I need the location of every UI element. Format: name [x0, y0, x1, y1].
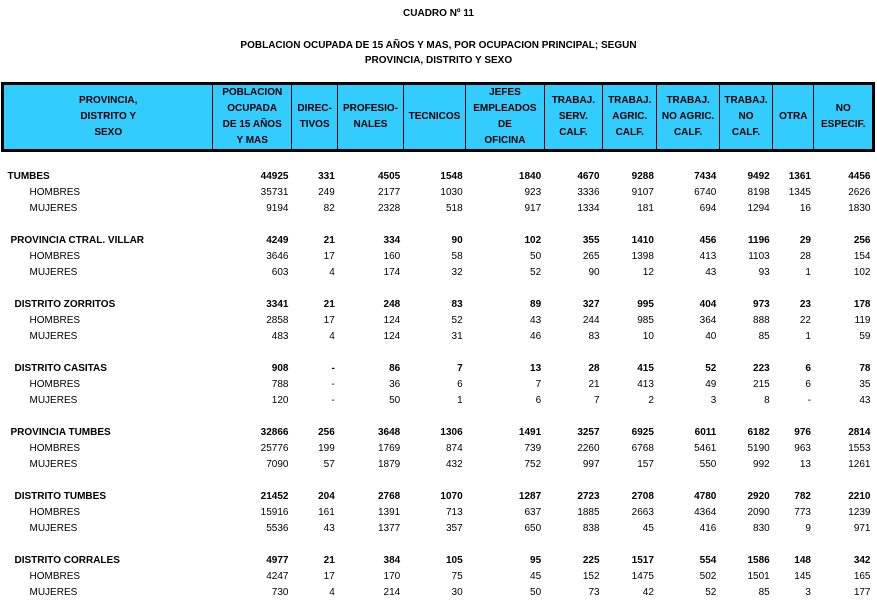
table-cell: 120	[271, 395, 289, 406]
table-cell: 1306	[440, 427, 463, 438]
col-header-no-especif: NO ESPECIF.	[814, 84, 874, 151]
table-cell: 554	[699, 555, 717, 566]
table-cell: 637	[524, 507, 542, 518]
table-cell: 1830	[848, 203, 871, 214]
area-name: PROVINCIA TUMBES	[10, 427, 111, 438]
table-cell: 13	[799, 459, 811, 470]
population-occupation-table	[1, 82, 875, 601]
table-cell: 357	[445, 523, 463, 534]
table-cell: 4	[329, 587, 335, 598]
table-cell: 6011	[694, 427, 717, 438]
table-cell: 154	[853, 251, 871, 262]
table-cell: 214	[383, 587, 401, 598]
table-cell: 1398	[631, 251, 654, 262]
col-header-trabaj-agric: TRABAJ. AGRIC. CALF.	[603, 84, 657, 151]
sex-label: MUJERES	[29, 331, 78, 342]
table-cell: 1334	[577, 203, 600, 214]
table-cell: 1345	[788, 187, 811, 198]
table-cell: 650	[524, 523, 542, 534]
table-cell: 165	[853, 571, 871, 582]
table-row-hombres	[3, 505, 874, 521]
table-cell: 1	[805, 331, 811, 342]
sex-label: MUJERES	[29, 395, 78, 406]
table-cell: 7	[594, 395, 600, 406]
table-cell: 152	[582, 571, 600, 582]
table-cell: 1294	[747, 203, 770, 214]
table-row-total	[3, 425, 874, 441]
table-cell: 4	[329, 267, 335, 278]
table-cell: 90	[588, 267, 600, 278]
table-cell: 413	[637, 379, 654, 390]
table-cell: 174	[383, 267, 401, 278]
table-cell: 6	[535, 395, 542, 406]
table-cell: 1475	[631, 571, 654, 582]
table-cell: 199	[318, 443, 335, 454]
table-cell: 1885	[577, 507, 600, 518]
table-cell: 963	[794, 443, 811, 454]
table-cell: 2177	[377, 187, 401, 198]
table-cell: 6925	[631, 427, 654, 438]
table-cell: 415	[637, 363, 654, 374]
table-row-mujeres	[3, 393, 874, 409]
table-cell: 331	[318, 171, 335, 182]
sex-label: HOMBRES	[29, 315, 81, 326]
table-cell: 752	[524, 459, 542, 470]
table-cell: 35	[859, 379, 871, 390]
spacer-row	[3, 473, 874, 489]
table-row-mujeres	[3, 521, 874, 537]
table-cell: 384	[383, 555, 401, 566]
table-cell: 6	[805, 379, 811, 390]
table-cell: 9288	[631, 171, 654, 182]
col-header-jefes: JEFES EMPLEADOS DE OFICINA	[466, 84, 545, 151]
table-cell: 148	[794, 555, 811, 566]
table-cell: 78	[859, 363, 871, 374]
table-cell: 3	[805, 587, 811, 598]
table-cell: 1070	[440, 491, 463, 502]
table-row-total	[3, 361, 874, 377]
table-cell: 83	[588, 331, 600, 342]
table-cell: 30	[451, 587, 463, 598]
table-row-mujeres	[3, 457, 874, 473]
table-cell: 73	[588, 587, 600, 598]
table-row-hombres	[3, 313, 874, 329]
table-cell: 223	[753, 363, 770, 374]
table-cell: 888	[753, 315, 770, 326]
table-row-mujeres	[3, 201, 874, 217]
table-cell: 9194	[266, 203, 289, 214]
table-cell: 995	[637, 299, 654, 310]
table-cell: 17	[323, 571, 335, 582]
col-header-area: PROVINCIA, DISTRITO Y SEXO	[3, 84, 213, 151]
table-cell: 59	[859, 331, 871, 342]
table-row-mujeres	[3, 265, 874, 281]
table-cell: 2708	[631, 491, 654, 502]
table-cell: 1239	[848, 507, 871, 518]
col-header-profesionales: PROFESIO- NALES	[338, 84, 403, 151]
table-cell: 1769	[377, 443, 401, 454]
table-cell: 1196	[748, 235, 770, 246]
table-cell: 157	[637, 459, 654, 470]
table-cell: 3336	[577, 187, 600, 198]
table-cell: 244	[582, 315, 600, 326]
table-body	[3, 151, 874, 601]
table-cell: 788	[271, 379, 289, 390]
table-cell: 16	[799, 203, 811, 214]
table-cell: 52	[451, 315, 463, 326]
spacer-row	[3, 281, 874, 297]
table-cell: 917	[524, 203, 542, 214]
table-row-mujeres	[3, 585, 874, 601]
table-cell: 2814	[848, 427, 871, 438]
table-cell: 4247	[266, 571, 289, 582]
table-cell: 730	[271, 587, 289, 598]
table-cell: 50	[530, 587, 542, 598]
table-cell: 2	[648, 395, 654, 406]
table-cell: 432	[445, 459, 463, 470]
table-cell: 1103	[748, 251, 770, 262]
table-cell: 215	[753, 379, 770, 390]
table-cell: 6	[457, 379, 463, 390]
table-cell: 177	[853, 587, 871, 598]
table-cell: 2723	[577, 491, 600, 502]
table-cell: 5536	[266, 523, 289, 534]
table-cell: 976	[794, 427, 811, 438]
table-cell: 9107	[631, 187, 654, 198]
table-cell: 50	[389, 395, 401, 406]
table-cell: 1501	[747, 571, 770, 582]
table-cell: 52	[705, 363, 717, 374]
table-cell: -	[331, 395, 335, 406]
table-cell: 908	[271, 363, 289, 374]
table-cell: 1261	[848, 459, 871, 470]
table-cell: 1377	[377, 523, 401, 534]
table-cell: 42	[642, 587, 654, 598]
table-cell: 6768	[631, 443, 654, 454]
table-cell: 782	[794, 491, 811, 502]
spacer-row	[3, 217, 874, 233]
table-cell: 7	[457, 363, 463, 374]
table-title-line-2: PROVINCIA, DISTRITO Y SEXO	[364, 55, 513, 66]
table-cell: 1491	[518, 427, 542, 438]
sex-label: HOMBRES	[29, 443, 81, 454]
table-cell: 364	[699, 315, 717, 326]
sex-label: HOMBRES	[29, 251, 81, 262]
table-row-hombres	[3, 185, 874, 201]
table-cell: 502	[699, 571, 717, 582]
table-cell: 1287	[518, 491, 542, 502]
table-cell: 603	[271, 267, 289, 278]
table-cell: 7	[535, 379, 542, 390]
table-cell: 1586	[747, 555, 770, 566]
table-cell: 83	[451, 299, 463, 310]
table-cell: 160	[383, 251, 401, 262]
table-cell: 86	[389, 363, 401, 374]
table-cell: 22	[799, 315, 811, 326]
table-cell: 36	[389, 379, 401, 390]
sex-label: HOMBRES	[29, 379, 81, 390]
area-name: TUMBES	[7, 171, 50, 182]
col-header-trabaj-no-calf: TRABAJ. NO CALF.	[719, 84, 772, 151]
table-cell: 2626	[848, 187, 871, 198]
table-cell: 43	[705, 267, 717, 278]
table-cell: 21	[588, 379, 600, 390]
table-cell: 1879	[377, 459, 401, 470]
table-cell: 971	[853, 523, 871, 534]
table-cell: 119	[854, 315, 871, 326]
table-cell: 1410	[631, 235, 654, 246]
table-cell: 694	[699, 203, 717, 214]
table-cell: 2768	[377, 491, 401, 502]
table-cell: 1	[457, 395, 463, 406]
table-cell: 550	[699, 459, 717, 470]
table-cell: 17	[323, 251, 335, 262]
table-cell: 21	[323, 299, 335, 310]
table-cell: 8	[764, 395, 770, 406]
spacer-row	[3, 151, 874, 170]
table-cell: 28	[799, 251, 811, 262]
table-cell: -	[331, 363, 335, 374]
table-row-hombres	[3, 441, 874, 457]
sex-label: MUJERES	[29, 459, 78, 470]
table-row-total	[3, 169, 874, 185]
table-cell: 985	[637, 315, 654, 326]
table-title-line-1: POBLACION OCUPADA DE 15 AÑOS Y MAS, POR OCUPACION PRINCIPAL; SEGUN	[240, 40, 637, 51]
spacer-row	[3, 537, 874, 553]
sex-label: MUJERES	[29, 587, 78, 598]
table-cell: 93	[758, 267, 770, 278]
table-cell: 124	[383, 315, 401, 326]
area-name: DISTRITO CORRALES	[14, 555, 120, 566]
table-cell: 40	[705, 331, 717, 342]
table-row-mujeres	[3, 329, 874, 345]
table-cell: 7434	[694, 171, 717, 182]
table-cell: 29	[799, 235, 811, 246]
table-cell: 2663	[631, 507, 654, 518]
table-cell: 2328	[377, 203, 401, 214]
table-cell: 105	[445, 555, 463, 566]
table-cell: 518	[445, 203, 463, 214]
table-cell: 1361	[788, 171, 811, 182]
table-cell: 4364	[694, 507, 717, 518]
table-cell: 2920	[747, 491, 770, 502]
table-cell: 45	[530, 571, 542, 582]
table-row-hombres	[3, 377, 874, 393]
table-cell: 178	[853, 299, 871, 310]
table-cell: 3341	[266, 299, 289, 310]
table-cell: 1553	[848, 443, 871, 454]
table-cell: 31	[451, 331, 463, 342]
col-header-trabaj-serv: TRABAJ. SERV. CALF.	[544, 84, 602, 151]
table-cell: 32866	[260, 427, 289, 438]
table-cell: 327	[582, 299, 600, 310]
table-cell: 90	[451, 235, 463, 246]
table-cell: 773	[794, 507, 811, 518]
table-cell: 85	[758, 587, 770, 598]
table-cell: 4977	[266, 555, 289, 566]
table-cell: 256	[318, 427, 335, 438]
table-cell: 58	[451, 251, 463, 262]
table-cell: 89	[530, 299, 542, 310]
area-name: PROVINCIA CTRAL. VILLAR	[10, 235, 145, 246]
table-cell: 102	[524, 235, 542, 246]
table-cell: 225	[582, 555, 600, 566]
table-cell: 21452	[260, 491, 289, 502]
sex-label: HOMBRES	[29, 571, 81, 582]
table-cell: 124	[383, 331, 401, 342]
table-cell: 256	[853, 235, 871, 246]
table-cell: 75	[451, 571, 463, 582]
table-cell: 923	[524, 187, 542, 198]
table-cell: 5461	[694, 443, 717, 454]
table-cell: 57	[323, 459, 335, 470]
table-cell: 4780	[694, 491, 717, 502]
table-cell: 2858	[266, 315, 289, 326]
col-header-trabaj-no-agric: TRABAJ. NO AGRIC. CALF.	[657, 84, 719, 151]
table-cell: 249	[318, 187, 335, 198]
table-cell: 6	[805, 363, 811, 374]
table-row-total	[3, 233, 874, 249]
col-header-otra: OTRA	[773, 84, 814, 151]
table-cell: 2260	[577, 443, 600, 454]
table-cell: 7090	[266, 459, 289, 470]
table-cell: 3646	[266, 251, 289, 262]
table-cell: 25776	[260, 443, 289, 454]
table-cell: 3	[710, 395, 717, 406]
table-cell: 1517	[631, 555, 654, 566]
table-cell: 973	[753, 299, 770, 310]
table-cell: 85	[758, 331, 770, 342]
table-cell: 413	[699, 251, 717, 262]
area-name: DISTRITO ZORRITOS	[14, 299, 116, 310]
table-cell: 6182	[747, 427, 770, 438]
table-cell: 713	[445, 507, 463, 518]
table-cell: 1840	[518, 171, 542, 182]
table-cell: 43	[323, 523, 335, 534]
col-header-tecnicos: TECNICOS	[403, 84, 465, 151]
table-cell: 82	[323, 203, 335, 214]
table-cell: 43	[530, 315, 542, 326]
sex-label: MUJERES	[29, 523, 78, 534]
table-cell: 161	[318, 507, 335, 518]
area-name: DISTRITO TUMBES	[14, 491, 106, 502]
table-cell: 1	[805, 267, 811, 278]
table-cell: 2090	[747, 507, 770, 518]
area-name: DISTRITO CASITAS	[14, 363, 107, 374]
table-cell: 9492	[747, 171, 770, 182]
col-header-total: POBLACION OCUPADA DE 15 AÑOS Y MAS	[213, 84, 292, 151]
table-cell: 4	[329, 331, 335, 342]
table-row-hombres	[3, 569, 874, 585]
table-cell: 9	[805, 523, 811, 534]
table-row-total	[3, 489, 874, 505]
table-cell: 355	[582, 235, 600, 246]
table-cell: 1030	[440, 187, 463, 198]
table-cell: 95	[530, 555, 542, 566]
table-cell: 21	[323, 555, 335, 566]
table-cell: 50	[530, 251, 542, 262]
table-cell: 1391	[377, 507, 401, 518]
table-cell: -	[807, 395, 811, 406]
table-cell: 334	[383, 235, 401, 246]
table-cell: -	[331, 379, 335, 390]
table-cell: 10	[642, 331, 654, 342]
table-cell: 416	[699, 523, 717, 534]
table-cell: 830	[753, 523, 770, 534]
table-cell: 404	[699, 299, 717, 310]
table-row-total	[3, 297, 874, 313]
table-cell: 52	[705, 587, 717, 598]
sex-label: MUJERES	[29, 203, 78, 214]
table-cell: 838	[582, 523, 600, 534]
table-cell: 102	[853, 267, 871, 278]
table-cell: 145	[794, 571, 811, 582]
table-cell: 6740	[694, 187, 717, 198]
table-cell: 997	[582, 459, 600, 470]
table-cell: 342	[853, 555, 871, 566]
table-cell: 45	[642, 523, 654, 534]
table-cell: 4505	[377, 171, 401, 182]
table-cell: 32	[451, 267, 463, 278]
table-cell: 28	[588, 363, 600, 374]
table-cell: 44925	[260, 171, 289, 182]
table-cell: 3648	[377, 427, 401, 438]
table-cell: 5190	[747, 443, 770, 454]
table-cell: 21	[323, 235, 335, 246]
table-number: CUADRO Nº 11	[403, 8, 474, 19]
table-cell: 49	[705, 379, 717, 390]
table-cell: 8198	[747, 187, 770, 198]
table-cell: 456	[699, 235, 717, 246]
sex-label: MUJERES	[29, 267, 78, 278]
table-cell: 992	[753, 459, 770, 470]
table-cell: 4670	[577, 171, 600, 182]
sex-label: HOMBRES	[29, 187, 81, 198]
table-cell: 35731	[260, 187, 289, 198]
table-cell: 248	[383, 299, 401, 310]
table-row-hombres	[3, 249, 874, 265]
table-cell: 15916	[260, 507, 289, 518]
table-cell: 43	[859, 395, 871, 406]
table-cell: 170	[383, 571, 401, 582]
table-cell: 483	[271, 331, 289, 342]
table-cell: 13	[530, 363, 542, 374]
spacer-row	[3, 345, 874, 361]
table-cell: 2210	[848, 491, 871, 502]
table-cell: 3257	[577, 427, 600, 438]
col-header-directivos: DIREC- TIVOS	[291, 84, 337, 151]
table-cell: 23	[799, 299, 811, 310]
table-cell: 52	[530, 267, 542, 278]
sex-label: HOMBRES	[29, 507, 81, 518]
table-cell: 204	[318, 491, 335, 502]
table-row-total	[3, 553, 874, 569]
table-cell: 46	[530, 331, 542, 342]
table-cell: 874	[445, 443, 463, 454]
table-cell: 12	[642, 267, 654, 278]
table-cell: 181	[637, 203, 654, 214]
table-cell: 17	[323, 315, 335, 326]
table-cell: 4456	[848, 171, 871, 182]
table-cell: 4249	[266, 235, 289, 246]
table-cell: 739	[524, 443, 542, 454]
table-cell: 1548	[440, 171, 463, 182]
header-row	[3, 84, 874, 151]
table-cell: 265	[582, 251, 600, 262]
spacer-row	[3, 409, 874, 425]
